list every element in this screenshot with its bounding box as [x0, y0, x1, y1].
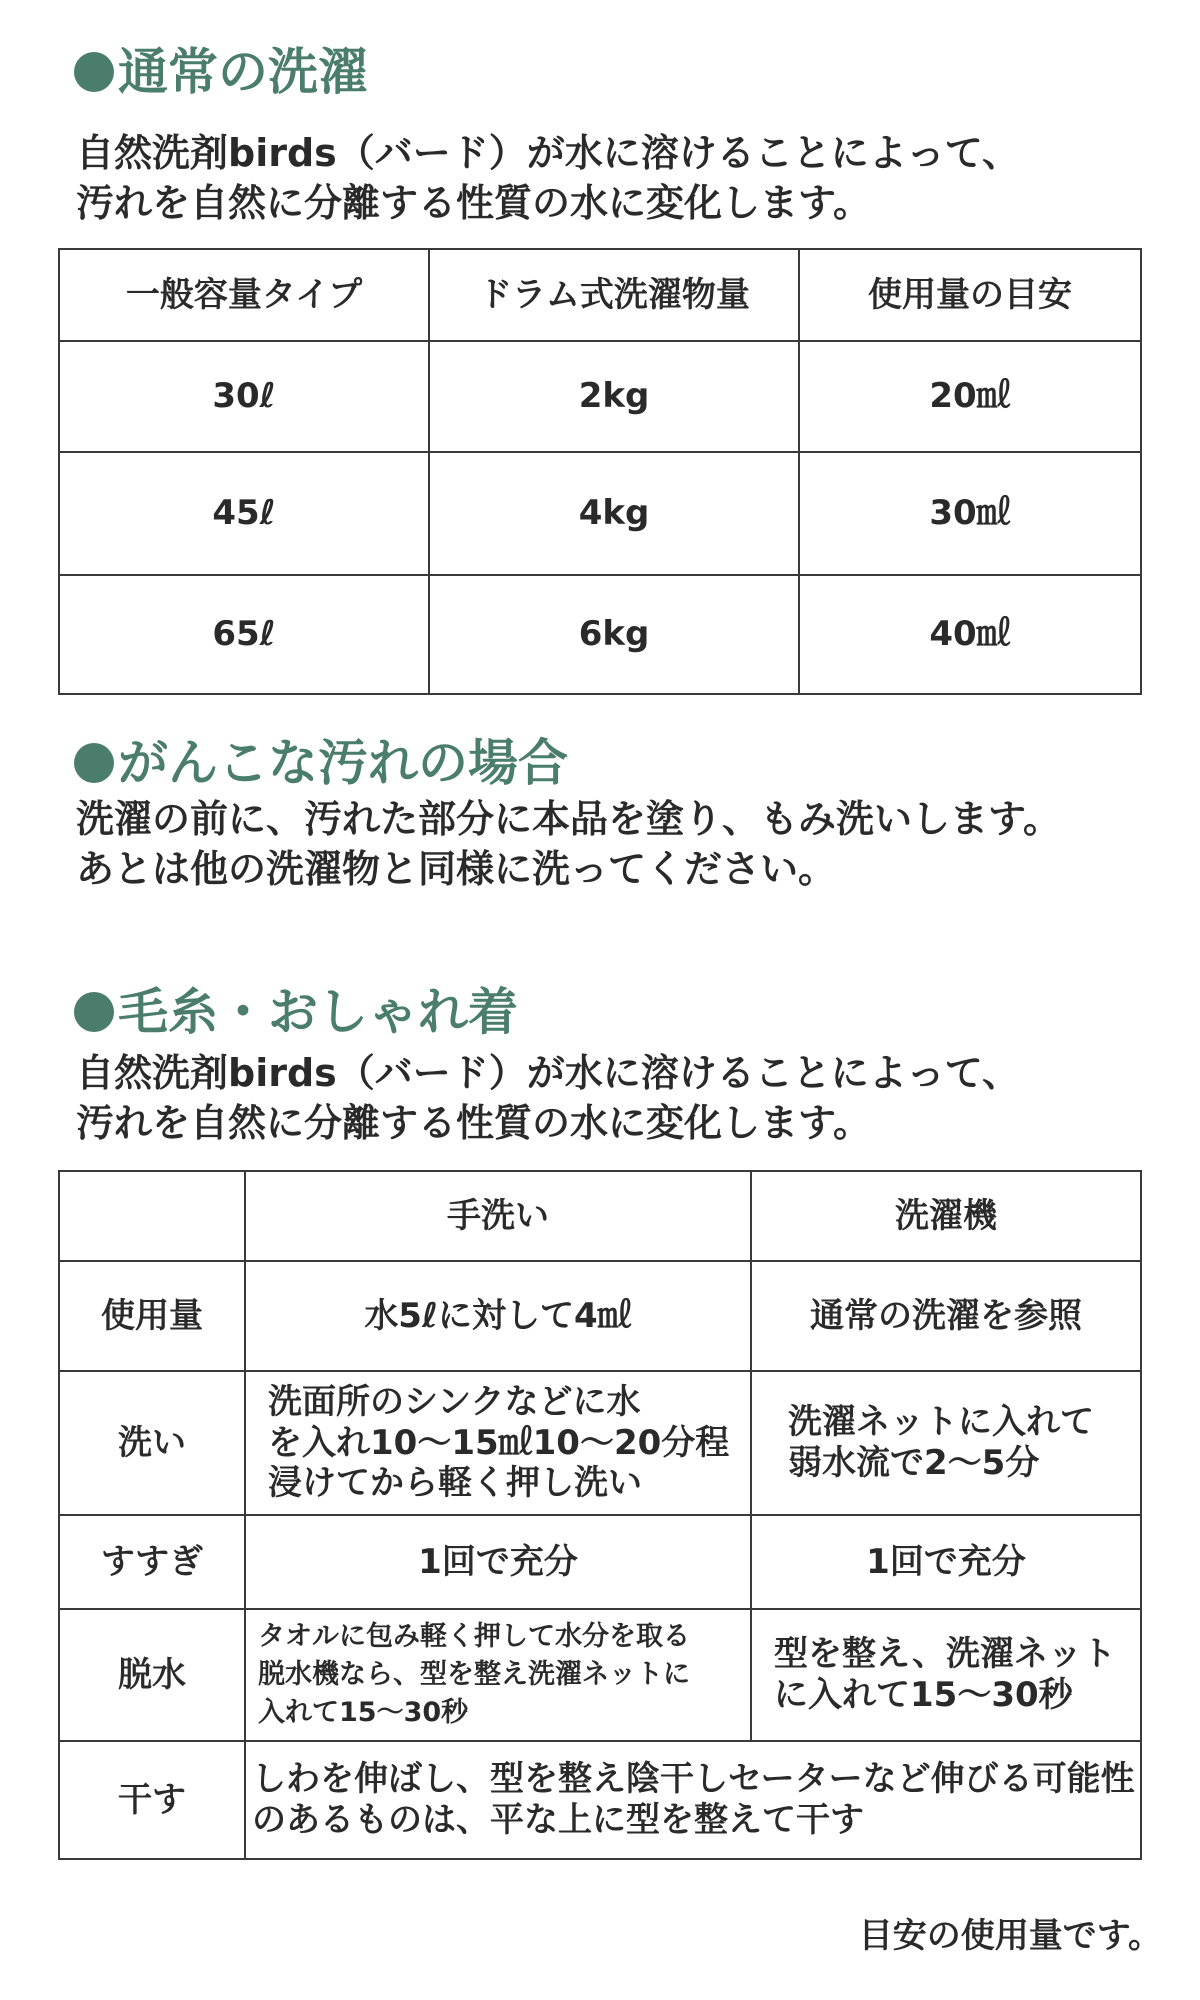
cell-line: 型を整え、洗濯ネット — [774, 1634, 1117, 1675]
capacity-cell: 65ℓ — [59, 575, 429, 694]
bullet-dot-icon — [74, 992, 114, 1032]
machine-cell — [751, 1515, 1141, 1609]
description-line: 洗濯の前に、汚れた部分に本品を塗り、もみ洗いします。 — [76, 797, 1061, 841]
description-line: 汚れを自然に分離する性質の水に変化します。 — [76, 181, 871, 225]
machine-cell — [751, 1371, 1141, 1515]
usage-amount-table — [58, 248, 1142, 695]
description-line: 汚れを自然に分離する性質の水に変化します。 — [76, 1101, 871, 1145]
section-title: 毛糸・おしゃれ着 — [118, 983, 518, 1041]
table-row — [59, 575, 1141, 694]
table-row — [59, 341, 1141, 452]
cell-line: 浸けてから軽く押し洗い — [268, 1463, 642, 1504]
capacity-cell: 30ℓ — [59, 341, 429, 452]
cell-line: に入れて15～30秒 — [774, 1675, 1073, 1715]
section-description — [76, 128, 1020, 228]
section-description — [76, 1048, 1020, 1148]
table-row-dry — [59, 1741, 1141, 1859]
load-cell: 6kg — [429, 575, 799, 694]
table-header-row — [59, 249, 1141, 341]
cell-line: 水5ℓに対して4㎖ — [364, 1295, 632, 1336]
hand-wash-cell — [245, 1261, 751, 1371]
cell-line: 入れて15～30秒 — [258, 1697, 469, 1728]
cell-line: 弱水流で2～5分 — [788, 1443, 1040, 1483]
cell-line: しわを伸ばし、型を整え陰干しセーターなど伸びる可能性 — [252, 1759, 1135, 1800]
machine-cell — [751, 1261, 1141, 1371]
table-row-rinse — [59, 1515, 1141, 1609]
load-cell: 4kg — [429, 452, 799, 575]
row-label: 脱水 — [59, 1609, 245, 1741]
cell-line: を入れ10～15㎖10～20分程 — [268, 1422, 730, 1463]
header-hand-wash: 手洗い — [245, 1171, 751, 1261]
cell-line: 通常の洗濯を参照 — [810, 1295, 1082, 1336]
section-title: 通常の洗濯 — [118, 43, 368, 101]
section-title: がんこな汚れの場合 — [118, 734, 568, 792]
bullet-dot-icon — [74, 52, 114, 92]
cell-line: 1回で充分 — [418, 1541, 578, 1582]
table-row-wash — [59, 1371, 1141, 1515]
section-heading-stubborn-stains — [74, 733, 568, 793]
header-usage-amount: 使用量の目安 — [799, 249, 1141, 341]
amount-cell: 40㎖ — [799, 575, 1141, 694]
machine-cell — [751, 1609, 1141, 1741]
section-description — [76, 794, 1061, 894]
section-heading-wool-delicates — [74, 982, 518, 1042]
delicates-method-table — [58, 1170, 1142, 1860]
cell-line: 洗面所のシンクなどに水 — [268, 1381, 641, 1422]
cell-line: 1回で充分 — [866, 1541, 1026, 1582]
cell-line: のあるものは、平な上に型を整えて干す — [252, 1800, 864, 1840]
section-heading-normal-wash — [74, 42, 368, 102]
row-label: すすぎ — [59, 1515, 245, 1609]
cell-line: 脱水機なら、型を整え洗濯ネットに — [258, 1659, 690, 1690]
row-label: 使用量 — [59, 1261, 245, 1371]
dry-instruction-cell — [245, 1741, 1141, 1859]
cell-line: 洗濯ネットに入れて — [788, 1402, 1094, 1443]
hand-wash-cell — [245, 1371, 751, 1515]
table-row-usage — [59, 1261, 1141, 1371]
header-empty — [59, 1171, 245, 1261]
description-line: あとは他の洗濯物と同様に洗ってください。 — [76, 847, 837, 891]
bullet-dot-icon — [74, 743, 114, 783]
load-cell: 2kg — [429, 341, 799, 452]
amount-cell: 20㎖ — [799, 341, 1141, 452]
hand-wash-cell — [245, 1515, 751, 1609]
header-drum-load: ドラム式洗濯物量 — [429, 249, 799, 341]
footnote: 目安の使用量です。 — [858, 1916, 1162, 1956]
description-line: 自然洗剤birds（バード）が水に溶けることによって、 — [76, 131, 1021, 175]
cell-line: タオルに包み軽く押して水分を取る — [258, 1621, 690, 1652]
table-header-row — [59, 1171, 1141, 1261]
row-label: 洗い — [59, 1371, 245, 1515]
header-washing-machine: 洗濯機 — [751, 1171, 1141, 1261]
capacity-cell: 45ℓ — [59, 452, 429, 575]
amount-cell: 30㎖ — [799, 452, 1141, 575]
hand-wash-cell — [245, 1609, 751, 1741]
table-row-spin — [59, 1609, 1141, 1741]
header-capacity-type: 一般容量タイプ — [59, 249, 429, 341]
row-label: 干す — [59, 1741, 245, 1859]
description-line: 自然洗剤birds（バード）が水に溶けることによって、 — [76, 1051, 1021, 1095]
table-row — [59, 452, 1141, 575]
